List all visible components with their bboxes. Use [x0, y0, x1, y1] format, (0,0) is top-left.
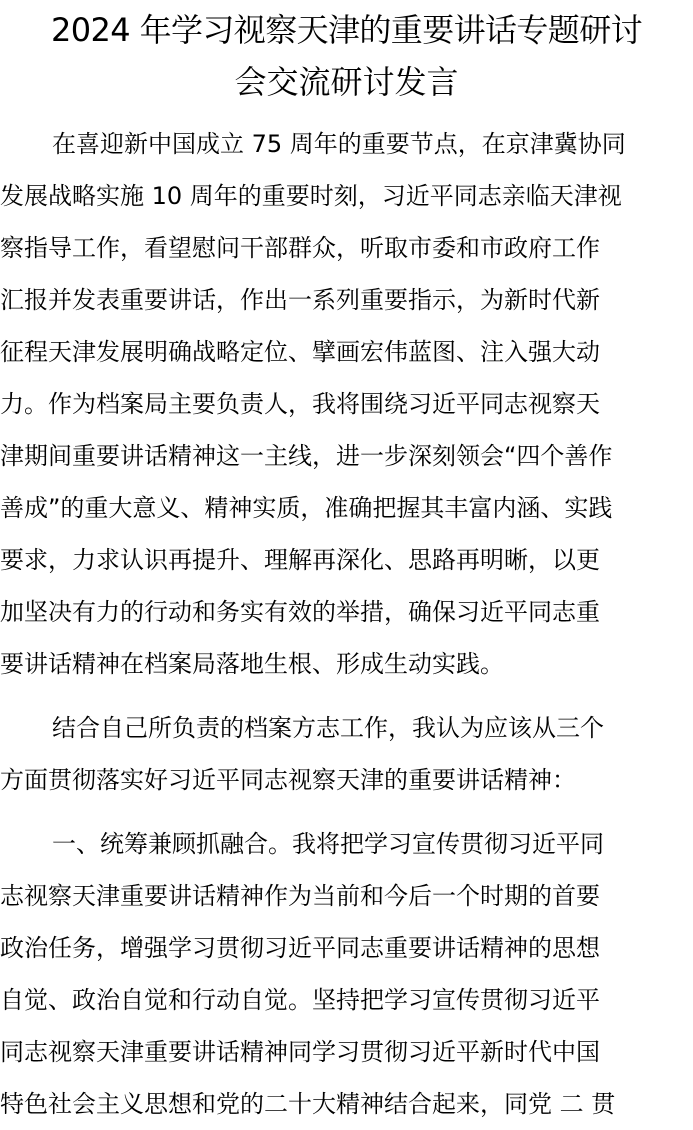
text-line: 特色社会主义思想和党的二十大精神结合起来，同党 二 贯	[0, 1090, 616, 1118]
text-line: 在喜迎新中国成立 75 周年的重要节点，在京津冀协同	[52, 130, 626, 158]
title-line: 会交流研讨发言	[234, 63, 459, 101]
text-line: 征程天津发展明确战略定位、擘画宏伟蓝图、注入强大动	[0, 338, 600, 366]
paragraph-intro	[0, 118, 693, 690]
title-line: 2024 年学习视察天津的重要讲话专题研讨	[50, 11, 642, 49]
text-line: 加坚决有力的行动和务实有效的举措，确保习近平同志重	[0, 598, 600, 626]
text-line: 津期间重要讲话精神这一主线，进一步深刻领会“四个善作	[0, 442, 613, 470]
text-line: 察指导工作，看望慰问干部群众，听取市委和市政府工作	[0, 234, 600, 262]
document-body	[0, 118, 693, 1130]
text-line: 一、统筹兼顾抓融合。我将把学习宣传贯彻习近平同	[52, 830, 604, 858]
text-line: 结合自己所负责的档案方志工作，我认为应该从三个	[52, 714, 604, 742]
text-line: 发展战略实施 10 周年的重要时刻，习近平同志亲临天津视	[0, 182, 622, 210]
text-line: 政治任务，增强学习贯彻习近平同志重要讲话精神的思想	[0, 934, 600, 962]
text-line: 同志视察天津重要讲话精神同学习贯彻习近平新时代中国	[0, 1038, 600, 1066]
text-line: 善成”的重大意义、精神实质，准确把握其丰富内涵、实践	[0, 494, 613, 522]
text-line: 要求，力求认识再提升、理解再深化、思路再明晰，以更	[0, 546, 600, 574]
text-line: 志视察天津重要讲话精神作为当前和今后一个时期的首要	[0, 882, 600, 910]
text-line: 自觉、政治自觉和行动自觉。坚持把学习宣传贯彻习近平	[0, 986, 600, 1014]
document-title	[0, 4, 693, 108]
text-line: 力。作为档案局主要负责人，我将围绕习近平同志视察天	[0, 390, 600, 418]
paragraph-section-one	[0, 818, 693, 1130]
text-line: 汇报并发表重要讲话，作出一系列重要指示，为新时代新	[0, 286, 600, 314]
paragraph-approach	[0, 702, 693, 806]
text-line: 要讲话精神在档案局落地生根、形成生动实践。	[0, 650, 504, 678]
text-line: 方面贯彻落实好习近平同志视察天津的重要讲话精神：	[0, 766, 576, 794]
